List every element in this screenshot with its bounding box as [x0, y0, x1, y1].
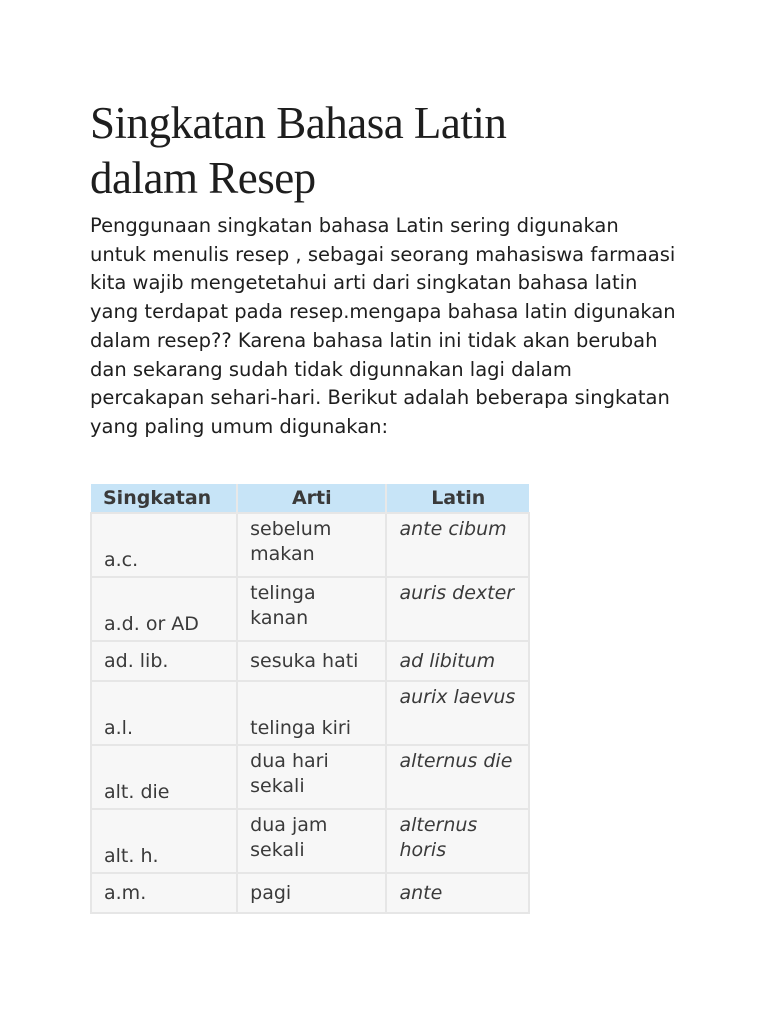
cell-arti: sebelum makan: [237, 513, 386, 577]
cell-singkatan: a.m.: [91, 873, 237, 913]
cell-latin: auris dexter: [386, 577, 529, 641]
cell-latin: ad libitum: [386, 641, 529, 681]
intro-paragraph: Penggunaan singkatan bahasa Latin sering digunakan untuk menulis resep , sebagai seorang mahasiswa farmaasi kita wajib mengetetahui arti dari singkatan bahasa latin yang terdapat pada resep.mengapa bahasa latin digunakan dalam resep?? Karena bahasa latin ini tidak akan berubah dan sekarang sudah tidak digunnakan lagi dalam percakapan sehari-hari. Berikut adalah beberapa singkatan yang paling umum digunakan:: [90, 214, 676, 438]
header-arti: Arti: [237, 484, 386, 513]
cell-arti: telinga kanan: [237, 577, 386, 641]
cell-singkatan: alt. die: [91, 745, 237, 809]
cell-latin: ante: [386, 873, 529, 913]
cell-singkatan: a.d. or AD: [91, 577, 237, 641]
page-title: [90, 96, 690, 206]
cell-latin: aurix laevus: [386, 681, 529, 745]
table-header-row: [91, 484, 529, 513]
cell-latin: ante cibum: [386, 513, 529, 577]
table-row: [91, 873, 529, 913]
cell-arti: dua hari sekali: [237, 745, 386, 809]
table-row: [91, 513, 529, 577]
cell-arti: sesuka hati: [237, 641, 386, 681]
table-row: [91, 681, 529, 745]
cell-singkatan: a.c.: [91, 513, 237, 577]
title-line-1: Singkatan Bahasa Latin: [90, 98, 507, 148]
cell-arti: dua jam sekali: [237, 809, 386, 873]
document-body: [90, 96, 690, 442]
table-row: [91, 641, 529, 681]
cell-singkatan: a.l.: [91, 681, 237, 745]
cell-arti: pagi: [237, 873, 386, 913]
table-row: [91, 577, 529, 641]
header-singkatan: Singkatan: [91, 484, 237, 513]
cell-latin: alternus horis: [386, 809, 529, 873]
table-row: [91, 745, 529, 809]
cell-singkatan: alt. h.: [91, 809, 237, 873]
title-line-2: dalam Resep: [90, 153, 316, 203]
header-latin: Latin: [386, 484, 529, 513]
table-row: [91, 809, 529, 873]
cell-arti: telinga kiri: [237, 681, 386, 745]
abbreviation-table: [90, 484, 530, 914]
cell-singkatan: ad. lib.: [91, 641, 237, 681]
cell-latin: alternus die: [386, 745, 529, 809]
